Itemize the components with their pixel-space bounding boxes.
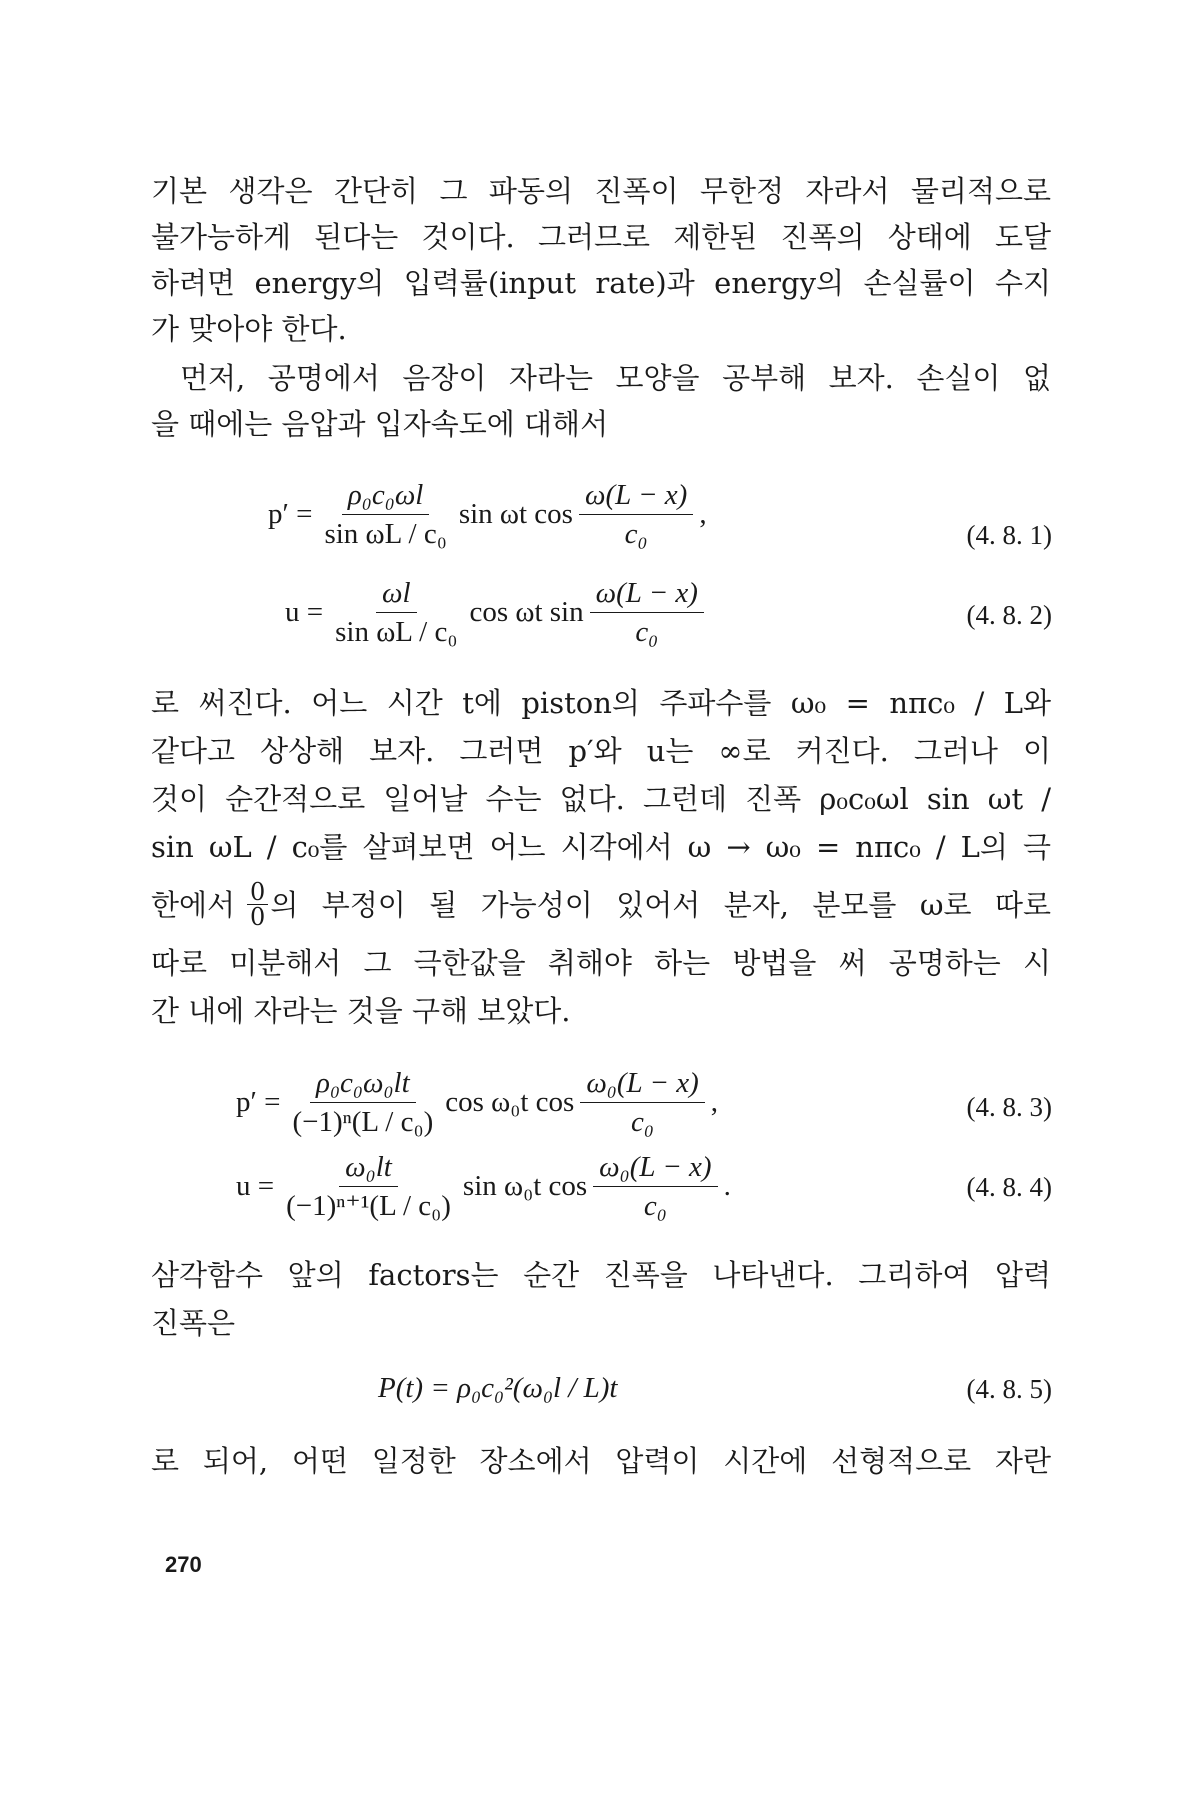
equation-4-8-4 [236, 1150, 731, 1223]
eq-lhs: p′ = [268, 498, 313, 530]
text-line: 먼저, 공명에서 음장이 자라는 모양을 공부해 보자. 손실이 없 [180, 361, 1051, 395]
frac-num: 0 [247, 880, 268, 905]
eq-fraction [280, 1150, 457, 1223]
eq-tail: , [710, 1086, 718, 1118]
eq-tail: , [699, 498, 707, 530]
equation-4-8-5: P(t) = ρ₀c₀²(ω₀l / L)t [378, 1372, 618, 1404]
eq-numerator: ω(L − x) [579, 478, 693, 515]
text-line: 따로 미분해서 그 극한값을 취해야 하는 방법을 써 공명하는 시 [151, 946, 1051, 980]
text-line: 을 때에는 음압과 입자속도에 대해서 [151, 407, 609, 441]
eq-fraction [318, 478, 452, 551]
equation-number: (4. 8. 5) [966, 1374, 1052, 1404]
text-line: 기본 생각은 간단히 그 파동의 진폭이 무한정 자라서 물리적으로 [151, 174, 1051, 208]
text-line: 가 맞아야 한다. [151, 312, 347, 346]
eq-middle: cos ω₀t cos [445, 1086, 575, 1118]
eq-denominator: sin ωL / c₀ [335, 616, 458, 648]
equation-number: (4. 8. 2) [966, 600, 1052, 630]
text-line: sin ωL / c₀를 살펴보면 어느 시각에서 ω → ω₀ = nπc₀ / L의 극 [151, 830, 1051, 864]
equation-4-8-3 [236, 1066, 718, 1139]
text-line: 로 되어, 어떤 일정한 장소에서 압력이 시간에 선형적으로 자란 [151, 1444, 1051, 1478]
text-line: 것이 순간적으로 일어날 수는 없다. 그런데 진폭 ρ₀c₀ωl sin ωt / [151, 782, 1051, 816]
eq-denominator: (−1)ⁿ(L / c₀) [292, 1106, 434, 1138]
eq-fraction [593, 1150, 717, 1223]
eq-lhs: u = [236, 1170, 275, 1202]
eq-middle: cos ωt sin [469, 596, 584, 628]
eq-numerator: ω₀(L − x) [593, 1150, 717, 1187]
eq-fraction [580, 1066, 704, 1139]
text-line: 간 내에 자라는 것을 구해 보았다. [151, 994, 571, 1028]
eq-denominator: c₀ [643, 1190, 667, 1222]
text-line [151, 880, 1051, 929]
eq-denominator: c₀ [635, 616, 659, 648]
eq-denominator: sin ωL / c₀ [324, 518, 447, 550]
eq-middle: sin ωt cos [458, 498, 573, 530]
eq-numerator: ρ₀c₀ωl [342, 478, 430, 515]
eq-fraction [579, 478, 693, 551]
equation-4-8-2 [285, 576, 710, 649]
page-number: 270 [165, 1552, 202, 1577]
eq-fraction [329, 576, 463, 649]
eq-middle: sin ω₀t cos [462, 1170, 588, 1202]
eq-fraction [286, 1066, 439, 1139]
eq-denominator: (−1)ⁿ⁺¹(L / c₀) [286, 1190, 451, 1222]
eq-numerator: ω₀(L − x) [580, 1066, 704, 1103]
eq-denominator: c₀ [631, 1106, 655, 1138]
text-line: 하려면 energy의 입력률(input rate)과 energy의 손실률이 수지 [151, 266, 1051, 300]
eq-tail: . [723, 1170, 731, 1202]
eq-numerator: ωl [376, 576, 417, 613]
eq-numerator: ω(L − x) [590, 576, 704, 613]
text-line: 같다고 상상해 보자. 그러면 p′와 u는 ∞로 커진다. 그러나 이 [151, 734, 1051, 768]
text-line: 진폭은 [151, 1306, 236, 1340]
text-fragment: 한에서 [151, 887, 236, 922]
eq-numerator: ω₀lt [339, 1150, 398, 1187]
eq-lhs: p′ = [236, 1086, 281, 1118]
text-line: 로 써진다. 어느 시간 t에 piston의 주파수를 ω₀ = nπc₀ / L와 [151, 686, 1051, 720]
frac-den: 0 [250, 903, 266, 931]
text-line: 불가능하게 된다는 것이다. 그러므로 제한된 진폭의 상태에 도달 [151, 220, 1051, 254]
eq-denominator: c₀ [624, 518, 648, 550]
equation-number: (4. 8. 1) [966, 520, 1052, 550]
zero-over-zero [247, 880, 268, 929]
equation-4-8-1 [268, 478, 707, 551]
text-line: 삼각함수 앞의 factors는 순간 진폭을 나타낸다. 그리하여 압력 [151, 1258, 1051, 1292]
equation-number: (4. 8. 3) [966, 1092, 1052, 1122]
equation-number: (4. 8. 4) [966, 1172, 1052, 1202]
eq-numerator: ρ₀c₀ω₀lt [310, 1066, 416, 1103]
eq-fraction [590, 576, 704, 649]
eq-lhs: u = [285, 596, 324, 628]
text-fragment: 의 부정이 될 가능성이 있어서 분자, 분모를 ω로 따로 [270, 887, 1051, 922]
